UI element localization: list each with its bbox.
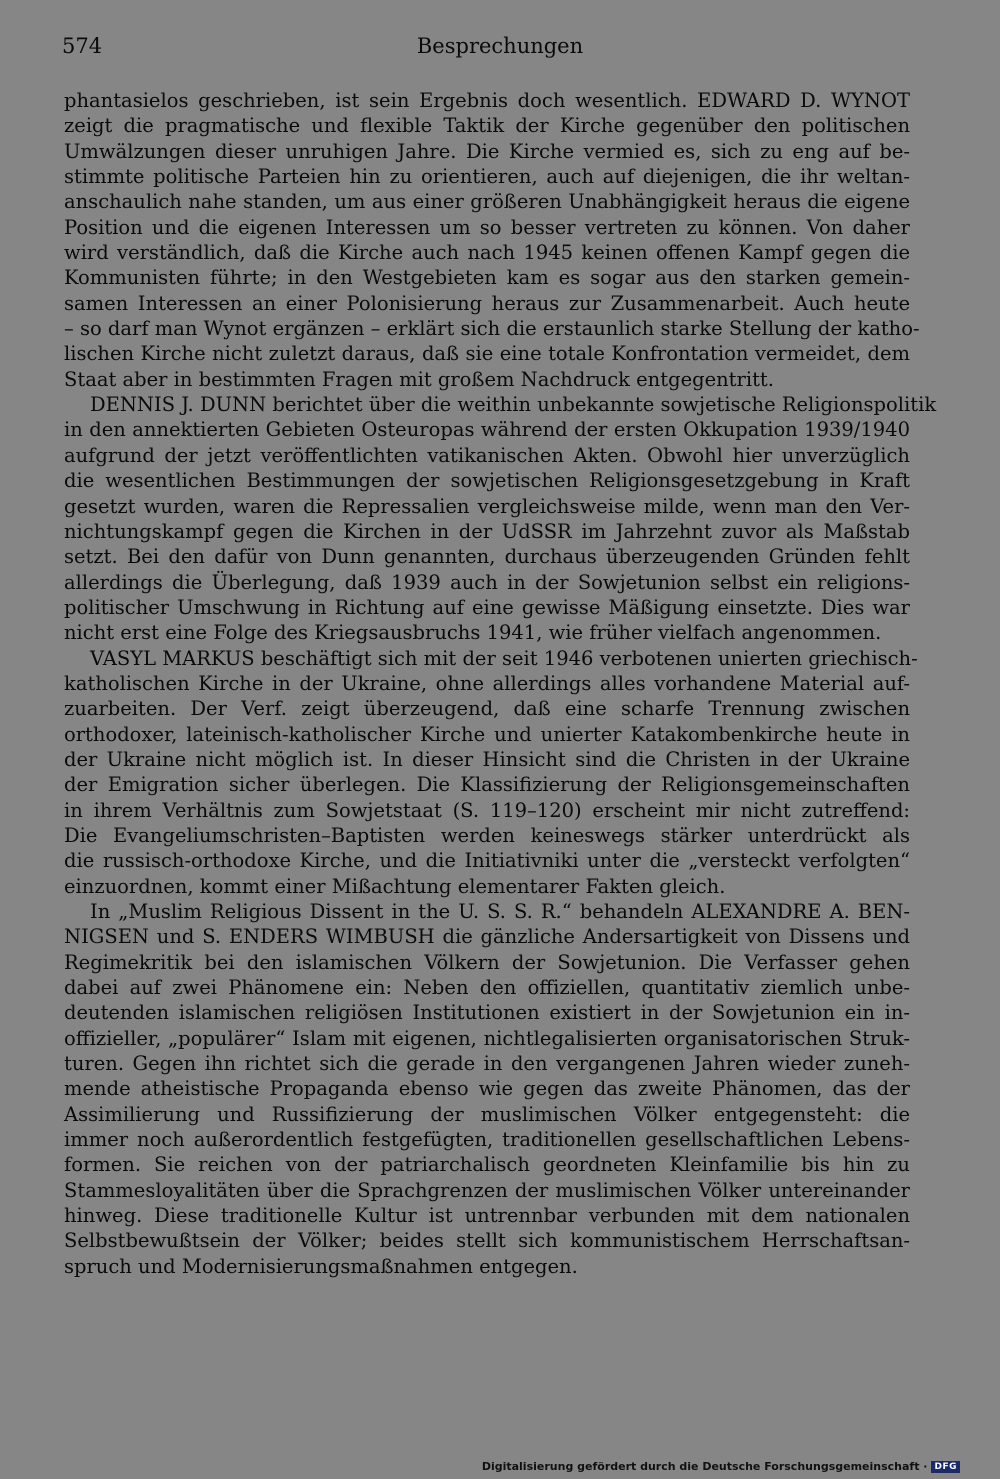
text-line: in den annektierten Gebieten Osteuropas während der ersten Okkupation 1939/1940 — [64, 418, 910, 442]
text-line: Assimilierung und Russifizierung der muslimischen Völker entgegensteht: die — [64, 1102, 910, 1126]
text-line: orthodoxer, lateinisch-katholischer Kirche und unierter Katakombenkirche heute in — [64, 722, 910, 746]
text-line: katholischen Kirche in der Ukraine, ohne allerdings alles vorhandene Material auf- — [64, 671, 910, 695]
text-line: spruch und Modernisierungsmaßnahmen entgegen. — [64, 1254, 578, 1278]
text-line: samen Interessen an einer Polonisierung heraus zur Zusammenarbeit. Auch heute — [64, 291, 910, 315]
footer-text: Digitalisierung gefördert durch die Deutsche Forschungsgemeinschaft · — [481, 1460, 928, 1473]
body-text — [64, 88, 937, 1279]
text-line: der Ukraine nicht möglich ist. In dieser Hinsicht sind die Christen in der Ukraine — [64, 747, 910, 771]
text-line: VASYL MARKUS beschäftigt sich mit der seit 1946 verbotenen unierten griechisch- — [90, 646, 918, 670]
text-line: nichtungskampf gegen die Kirchen in der UdSSR im Jahrzehnt zuvor als Maßstab — [64, 519, 910, 543]
text-line: DENNIS J. DUNN berichtet über die weithin unbekannte sowjetische Religionspolitik — [90, 393, 937, 417]
text-line: aufgrund der jetzt veröffentlichten vatikanischen Akten. Obwohl hier unverzüglich — [64, 443, 910, 467]
text-line: zuarbeiten. Der Verf. zeigt überzeugend, daß eine scharfe Trennung zwischen — [64, 697, 910, 721]
text-line: der Emigration sicher überlegen. Die Klassifizierung der Religionsgemeinschaften — [64, 773, 910, 797]
text-line: NIGSEN und S. ENDERS WIMBUSH die gänzliche Andersartigkeit von Dissens und — [64, 925, 910, 949]
text-line: setzt. Bei den dafür von Dunn genannten, durchaus überzeugenden Gründen fehlt — [64, 545, 910, 569]
text-line: allerdings die Überlegung, daß 1939 auch in der Sowjetunion selbst ein religions- — [64, 570, 910, 594]
text-line: formen. Sie reichen von der patriarchalisch geordneten Kleinfamilie bis hin zu — [64, 1153, 910, 1177]
text-line: anschaulich nahe standen, um aus einer größeren Unabhängigkeit heraus die eigene — [64, 190, 910, 214]
text-line: immer noch außerordentlich festgefügten, traditionellen gesellschaftlichen Lebens- — [64, 1128, 910, 1152]
text-line: nicht erst eine Folge des Kriegsausbruchs 1941, wie früher vielfach angenommen. — [64, 621, 882, 645]
footer-credit — [482, 1460, 960, 1473]
text-line: die wesentlichen Bestimmungen der sowjetischen Religionsgesetzgebung in Kraft — [64, 469, 910, 493]
text-line: in ihrem Verhältnis zum Sowjetstaat (S. 119–120) erscheint mir nicht zutreffend: — [64, 798, 910, 822]
text-line: In „Muslim Religious Dissent in the U. S. S. R.“ behandeln ALEXANDRE A. BEN- — [90, 900, 910, 923]
text-line: mende atheistische Propaganda ebenso wie gegen das zweite Phänomen, das der — [64, 1077, 910, 1101]
text-line: Umwälzungen dieser unruhigen Jahre. Die Kirche vermied es, sich zu eng auf be- — [64, 139, 910, 163]
text-line: Staat aber in bestimmten Fragen mit großem Nachdruck entgegentritt. — [64, 367, 774, 391]
text-line: die russisch-orthodoxe Kirche, und die Initiativniki unter die „versteckt verfolgten“ — [64, 849, 910, 873]
text-line: Position und die eigenen Interessen um so besser vertreten zu können. Von daher — [64, 215, 910, 239]
text-line: hinweg. Diese traditionelle Kultur ist untrennbar verbunden mit dem nationalen — [64, 1204, 910, 1228]
text-line: wird verständlich, daß die Kirche auch nach 1945 keinen offenen Kampf gegen die — [64, 241, 910, 265]
text-line: Kommunisten führte; in den Westgebieten kam es sogar aus den starken gemein- — [64, 266, 910, 290]
text-line: lischen Kirche nicht zuletzt daraus, daß sie eine totale Konfrontation vermeidet, dem — [64, 342, 910, 366]
text-line: stimmte politische Parteien hin zu orientieren, auch auf diejenigen, die ihr weltan- — [64, 165, 910, 189]
text-line: politischer Umschwung in Richtung auf eine gewisse Mäßigung einsetzte. Dies war — [64, 595, 910, 619]
text-line: deutenden islamischen religiösen Institutionen existiert in der Sowjetunion ein in- — [64, 1001, 910, 1025]
text-line: Regimekritik bei den islamischen Völkern der Sowjetunion. Die Verfasser gehen — [64, 950, 910, 974]
text-line: offizieller, „populärer“ Islam mit eigenen, nichtlegalisierten organisatorischen Struk- — [64, 1026, 910, 1050]
text-line: turen. Gegen ihn richtet sich die gerade in den vergangenen Jahren wieder zuneh- — [64, 1052, 910, 1076]
text-line: Selbstbewußtsein der Völker; beides stellt sich kommunistischem Herrschaftsan- — [64, 1229, 910, 1253]
text-line: Die Evangeliumschristen–Baptisten werden keineswegs stärker unterdrückt als — [64, 823, 910, 847]
text-line: gesetzt wurden, waren die Repressalien vergleichsweise milde, wenn man den Ver- — [64, 494, 910, 518]
text-line: Stammesloyalitäten über die Sprachgrenzen der muslimischen Völker untereinander — [64, 1178, 910, 1202]
text-line: phantasielos geschrieben, ist sein Ergebnis doch wesentlich. EDWARD D. WYNOT — [64, 89, 910, 112]
page-number: 574 — [62, 34, 103, 58]
text-line: dabei auf zwei Phänomene ein: Neben den offiziellen, quantitativ ziemlich unbe- — [64, 976, 910, 1000]
running-head: Besprechungen — [416, 34, 584, 58]
text-line: – so darf man Wynot ergänzen – erklärt sich die erstaunlich starke Stellung der katho- — [64, 317, 920, 341]
dfg-logo: DFG — [931, 1461, 960, 1473]
text-line: zeigt die pragmatische und flexible Taktik der Kirche gegenüber den politischen — [64, 114, 910, 138]
text-line: einzuordnen, kommt einer Mißachtung elementarer Fakten gleich. — [64, 874, 726, 898]
